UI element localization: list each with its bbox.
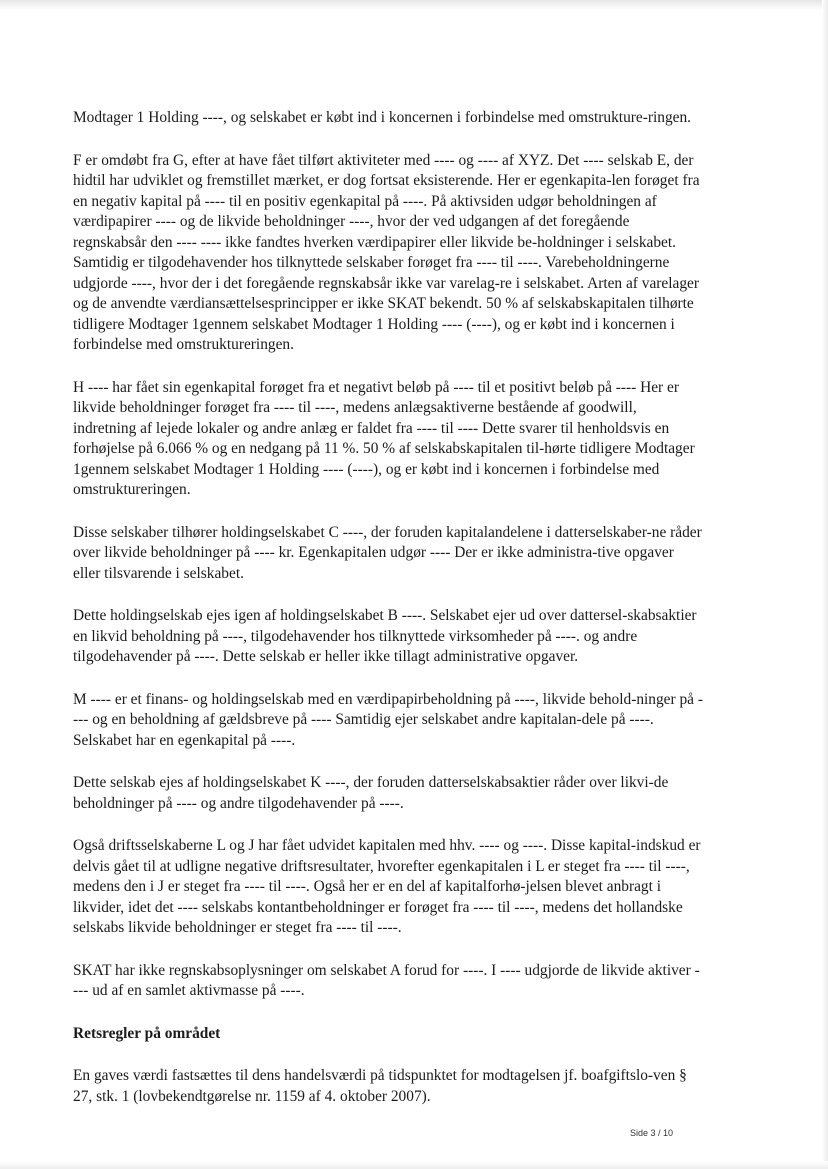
page-right-edge: [822, 0, 828, 1169]
final-paragraph: En gaves værdi fastsættes til dens handelsværdi på tidspunktet for modtagelsen jf. boafgiftslo-ven § 27, stk. 1 (lovbekendtgørelse nr. 1159 af 4. oktober 2007).: [73, 1067, 687, 1105]
paragraph-6: M ---- er et finans- og holdingselskab med en værdipapirbeholdning på ----, likvide behold-ninger på ---- og en beholdning af gældsbreve på ---- Samtidig ejer selskabet andre kapitalan-dele på ----. Selskabet har en egenkapital på ----.: [73, 690, 703, 749]
paragraph-2: F er omdøbt fra G, efter at have fået tilført aktiviteter med ---- og ---- af XYZ. Det ---- selskab E, der hidtil har udviklet og fremstillet mærket, er dog fortsat eksisterende. Her er egenkapita-len forøget fra en negativ kapital på ---- til en positiv egenkapital på ----. På aktivsiden udgør beholdningen af værdipapirer ---- og de likvide beholdninger ----, hvor der ved udgangen af det foregående regnskabsår den ---- ---- ikke fandtes hverken værdipapirer eller likvide be-holdninger i selskabet. Samtidig er tilgodehavender hos tilknyttede selskaber forøget fra ---- til ----. Varebeholdningerne udgjorde ----, hvor der i det foregående regnskabsår ikke var varelag-re i selskabet. Arten af varelager og de anvendte værdiansættelsesprincipper er ikke SKAT bekendt. 50 % af selskabskapitalen tilhørte tidligere Modtager 1gennem selskabet Modtager 1 Holding ---- (----), og er købt ind i koncernen i forbindelse med omstruktureringen.: [73, 151, 700, 353]
paragraph-7: Dette selskab ejes af holdingselskabet K ----, der foruden datterselskabsaktier råder over likvi-de beholdninger på ---- og andre tilgodehavender på ----.: [73, 774, 669, 812]
page-bottom-edge: [0, 1161, 828, 1169]
paragraph-3: H ---- har fået sin egenkapital forøget fra et negativt beløb på ---- til et positivt beløb på ---- Her er likvide beholdninger forøget fra ---- til ----, medens anlægsaktiverne bestående af goodwill, indretning af lejede lokaler og andre anlæg er faldet fra ---- til ---- Dette svarer til henholdsvis en forhøjelse på 6.066 % og en nedgang på 11 %. 50 % af selskabskapitalen til-hørte tidligere Modtager 1gennem selskabet Modtager 1 Holding ---- (----), og er købt ind i koncernen i forbindelse med omstruktureringen.: [73, 378, 695, 498]
paragraph-1: Modtager 1 Holding ----, og selskabet er købt ind i koncernen i forbindelse med omstrukture-ringen.: [73, 109, 692, 126]
document-body: [73, 108, 703, 1129]
paragraph-8: Også driftsselskaberne L og J har fået udvidet kapitalen med hhv. ---- og ----. Disse kapital-indskud er delvis gået til at udligne negative driftsresultater, hvorefter egenkapitalen i L er steget fra ---- til ----, medens den i J er steget fra ---- til ----. Også her er en del af kapitalforhø-jelsen blevet anbragt i likvider, idet det ---- selskabs kontantbeholdninger er forøget fra ---- til ----, medens det hollandske selskabs likvide beholdninger er steget fra ---- til ----.: [73, 837, 701, 936]
section-heading: Retsregler på området: [73, 1024, 221, 1042]
paragraph-9: SKAT har ikke regnskabsoplysninger om selskabet A forud for ----. I ---- udgjorde de likvide aktiver ---- ud af en samlet aktivmasse på ----.: [73, 961, 700, 999]
paragraph-5: Dette holdingselskab ejes igen af holdingselskabet B ----. Selskabet ejer ud over dattersel-skabsaktier en likvid beholdning på ----, tilgodehavender hos tilknyttede virksomheder på ----. og andre tilgodehavender på ----. Dette selskab er heller ikke tillagt administrative opgaver.: [73, 607, 697, 665]
page-top-edge: [0, 0, 828, 10]
paragraph-4: Disse selskaber tilhører holdingselskabet C ----, der foruden kapitalandelene i datterselskaber-ne råder over likvide beholdninger på ---- kr. Egenkapitalen udgør ---- Der er ikke administra-tive opgaver eller tilsvarende i selskabet.: [73, 523, 702, 582]
page-number: Side 3 / 10: [630, 1128, 674, 1138]
